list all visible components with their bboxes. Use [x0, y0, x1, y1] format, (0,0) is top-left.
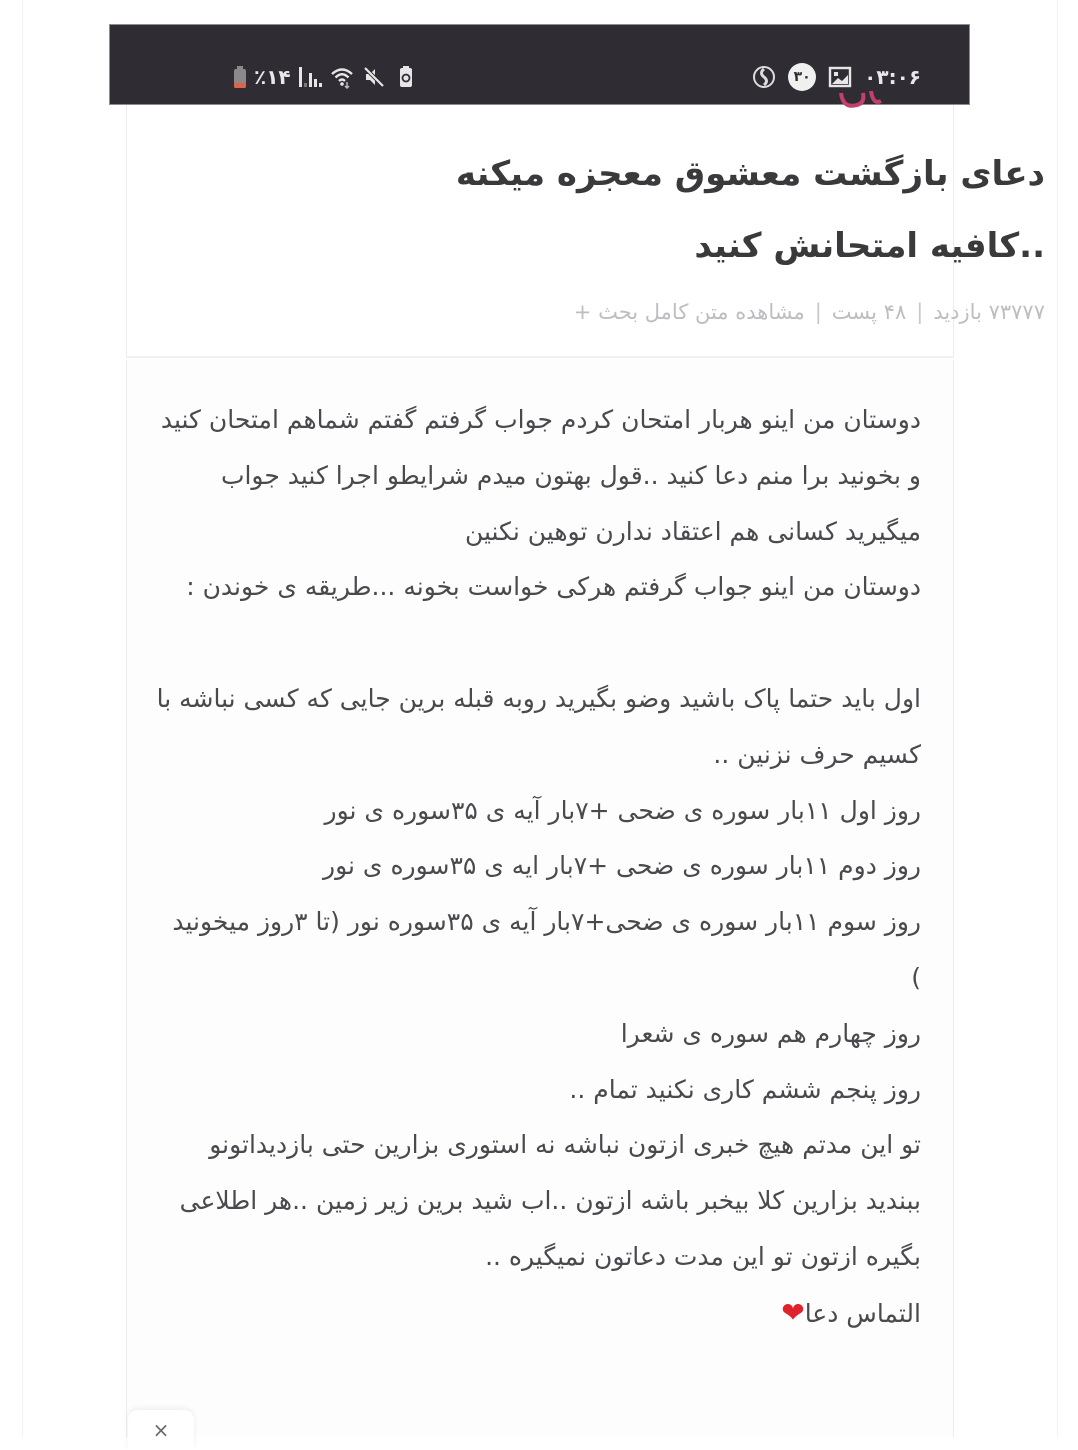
status-bar-right: [752, 63, 921, 91]
paragraph: دوستان من اینو هربار امتحان کردم جواب گرفتم گفتم شماهم امتحان کنید و بخونید برا منم دعا کنید ..قول بهتون میدم شرایطو اجرا کنید جواب میگیرید کسانی هم اعتقاد ندارن توهین نکنین: [160, 405, 921, 546]
clock: ۰۳:۰۶: [864, 65, 921, 89]
paragraph: روز پنجم ششم کاری نکنید تمام ..: [569, 1074, 921, 1104]
paragraph: دوستان من اینو جواب گرفتم هرکی خواست بخونه ...طریقه ی خوندن :: [186, 572, 921, 602]
post-content: [156, 392, 921, 1342]
signal-icon: [299, 67, 322, 87]
app-icon: [752, 65, 776, 89]
status-bar-left: [234, 63, 418, 91]
post-meta: [574, 296, 1045, 328]
recycle-icon: [394, 65, 418, 89]
battery-icon: [234, 66, 246, 88]
page-edge-left: [22, 0, 23, 1437]
mute-icon: [362, 65, 386, 89]
views-count: ۷۳۷۷۷ بازدید: [933, 300, 1045, 324]
battery-percent: ٪۱۴: [254, 65, 291, 89]
wifi-icon: [330, 65, 354, 89]
closing-text: التماس دعا: [804, 1298, 921, 1328]
gallery-icon: [828, 65, 852, 89]
heart-icon: ❤: [781, 1295, 805, 1329]
close-icon: ×: [152, 1418, 170, 1442]
paragraph: روز اول ۱۱بار سوره ی ضحی +۷بار آیه ی ۳۵سوره ی نور: [324, 795, 921, 825]
paragraph: اول باید حتما پاک باشید وضو بگیرید روبه قبله برین جایی که کسی نباشه با کسیم حرف نزنین ..: [156, 683, 921, 769]
view-full-discussion-link[interactable]: مشاهده متن کامل بحث +: [573, 300, 805, 324]
post-title: دعای بازگشت معشوق معجزه میکنه ..کافیه امتحانش کنید: [455, 154, 1045, 266]
site-logo-fragment: [833, 91, 893, 113]
paragraph: روز چهارم هم سوره ی شعرا: [620, 1018, 921, 1048]
meta-separator: |: [814, 300, 822, 324]
paragraph: تو این مدتم هیچ خبری ازتون نباشه نه استوری بزارین حتی بازدیداتونو ببندید بزارین کلا بیخبر باشه ازتون ..اب شید برین زیر زمین ..هر اطلاعی بگیره ازتون تو این مدت دعاتون نمیگیره ..: [179, 1130, 921, 1271]
paragraph: روز سوم ۱۱بار سوره ی ضحی+۷بار آیه ی ۳۵سوره نور (تا ۳روز میخونید ): [172, 907, 921, 992]
close-button[interactable]: [128, 1410, 194, 1450]
badge-icon: [788, 63, 816, 91]
posts-count: ۴۸ پست: [831, 300, 907, 324]
blank-line: [156, 615, 921, 671]
meta-separator: |: [916, 300, 924, 324]
closing-line: [156, 1285, 921, 1342]
page-edge-right: [1057, 0, 1058, 1437]
notification-badge-count: ۳۰: [793, 69, 811, 85]
paragraph: روز دوم ۱۱بار سوره ی ضحی +۷بار ایه ی ۳۵سوره ی نور: [323, 851, 921, 881]
